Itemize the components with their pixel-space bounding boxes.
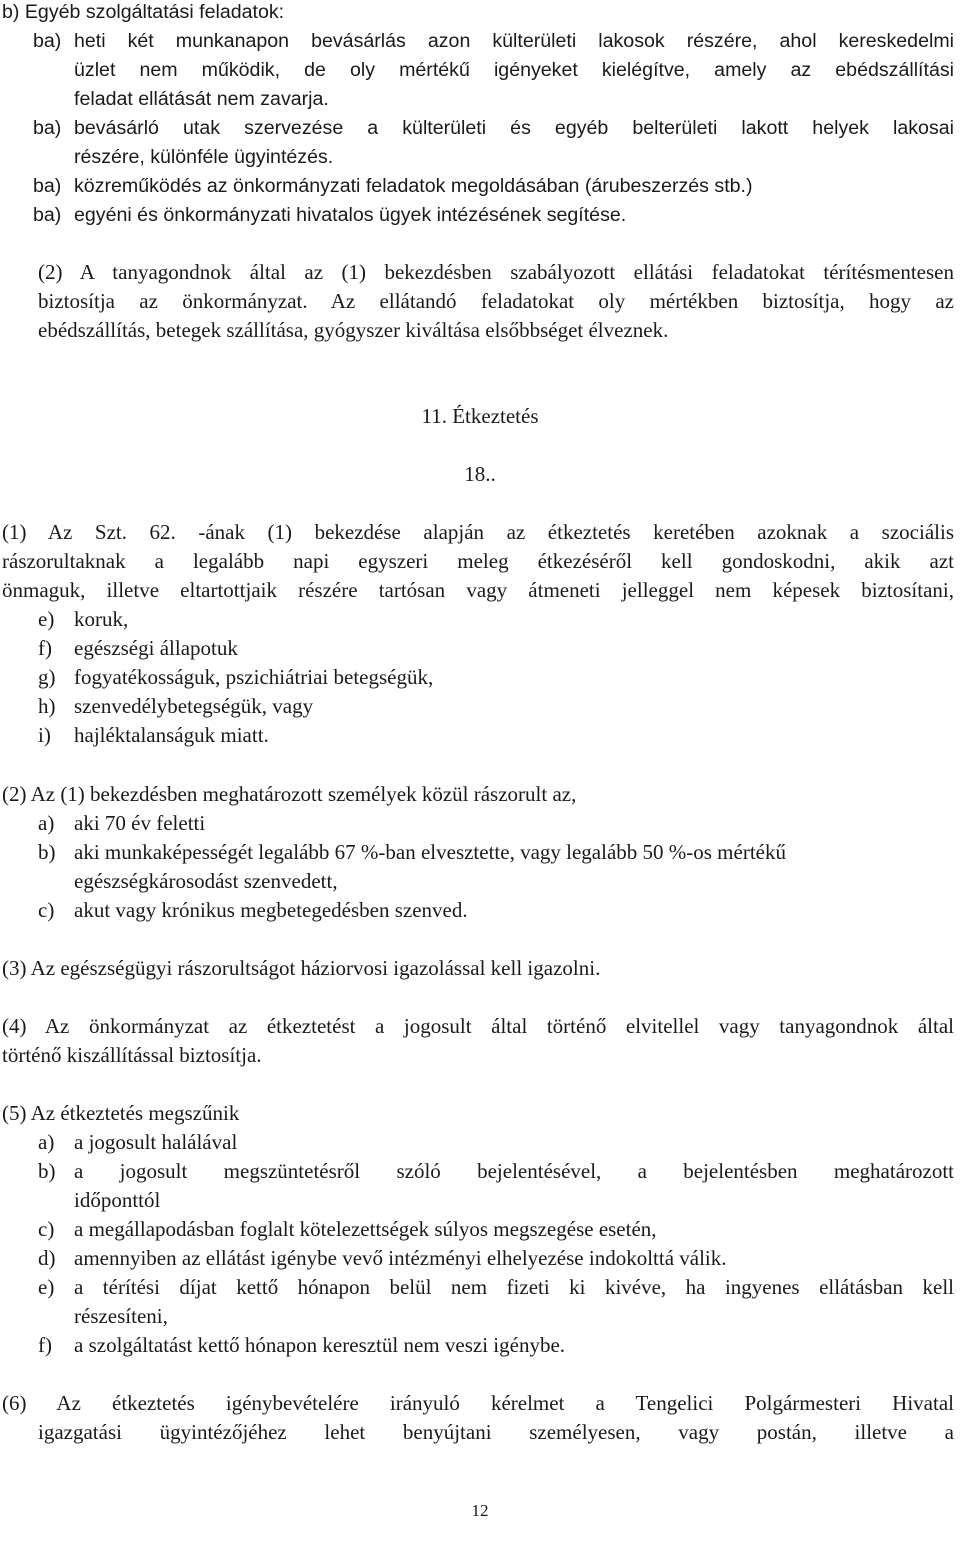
block-b-heading: b) Egyéb szolgáltatási feladatok: [2,1,285,23]
item-text: akut vagy krónikus megbetegedésben szenved. [74,898,468,922]
paragraph-line: ebédszállítás, betegek szállítása, gyógyszer kiváltása elsőbbséget élveznek. [38,318,669,342]
item-text: fogyatékosságuk, pszichiátriai betegségük, [74,665,434,689]
item-label: b) [38,840,56,864]
item-text: amennyiben az ellátást igénybe vevő intézményi elhelyezése indokolttá válik. [74,1246,727,1270]
item-label: b) [38,1159,56,1183]
item-label: ba) [33,175,62,197]
item-label: a) [38,811,55,835]
item-text: a térítési díjat kettő hónapon belül nem fizeti ki kivéve, ha ingyenes ellátásban kell [74,1275,954,1299]
paragraph-line: történő kiszállítással biztosítja. [2,1043,262,1067]
item-label: f) [38,1333,52,1357]
item-text: egészségkárosodást szenvedett, [74,869,338,893]
paragraph-3: (3) Az egészségügyi rászorultságot háziorvosi igazolással kell igazolni. [2,956,601,980]
paragraph-intro: (5) Az étkeztetés megszűnik [2,1101,240,1125]
item-text: részesíteni, [74,1304,168,1328]
item-label: d) [38,1246,56,1270]
paragraph-line: (2) A tanyagondnok által az (1) bekezdésben szabályozott ellátási feladatokat térítésmentesen [38,260,954,284]
section-title: 11. Étkeztetés [421,404,539,428]
item-label: h) [38,694,56,718]
item-line: egyéni és önkormányzati hivatalos ügyek intézésének segítése. [74,204,627,226]
paragraph-line: (6) Az étkeztetés igénybevételére irányuló kérelmet a Tengelici Polgármesteri Hivatal [2,1391,954,1415]
item-text: hajléktalanságuk miatt. [74,723,269,747]
item-text: egészségi állapotuk [74,636,238,660]
item-label: ba) [33,204,62,226]
item-line: részére, különféle ügyintézés. [74,146,334,168]
item-line: bevásárló utak szervezése a külterületi és egyéb belterületi lakott helyek lakosai [74,117,954,139]
item-text: a megállapodásban foglalt kötelezettségek súlyos megszegése esetén, [74,1217,657,1241]
item-label: a) [38,1130,55,1154]
item-label: ba) [33,117,62,139]
paragraph-mark: 18.. [464,462,496,486]
item-line: feladat ellátását nem zavarja. [74,88,329,110]
item-label: e) [38,1275,55,1299]
paragraph-line: (1) Az Szt. 62. -ának (1) bekezdése alapján az étkeztetés keretében azoknak a szociális [2,520,954,544]
item-label: ba) [33,30,62,52]
item-text: aki munkaképességét legalább 67 %-ban elvesztette, vagy legalább 50 %-os mértékű [74,840,786,864]
paragraph-line: rászorultaknak a legalább napi egyszeri meleg étkezéséről kell gondoskodni, akik azt [2,549,954,573]
page-number: 12 [471,1501,489,1520]
paragraph-line: biztosítja az önkormányzat. Az ellátandó feladatokat oly mértékben biztosítja, hogy az [38,289,954,313]
item-label: c) [38,898,55,922]
item-label: f) [38,636,52,660]
item-text: időponttól [74,1188,161,1212]
item-text: a szolgáltatást kettő hónapon keresztül nem veszi igénybe. [74,1333,566,1357]
item-text: a jogosult megszüntetésről szóló bejelentésével, a bejelentésben meghatározott [74,1159,954,1183]
item-text: aki 70 év feletti [74,811,206,835]
paragraph-line: igazgatási ügyintézőjéhez lehet benyújtani személyesen, vagy postán, illetve a [38,1420,954,1444]
item-text: szenvedélybetegségük, vagy [74,694,314,718]
item-text: a jogosult halálával [74,1130,238,1154]
item-line: közreműködés az önkormányzati feladatok megoldásában (árubeszerzés stb.) [74,175,753,197]
paragraph-line: önmaguk, illetve eltartottjaik részére tartósan vagy átmeneti jelleggel nem képesek biztosítani, [2,578,954,602]
item-label: g) [38,665,56,689]
paragraph-intro: (2) Az (1) bekezdésben meghatározott személyek közül rászorult az, [2,782,577,806]
item-text: koruk, [74,607,129,631]
item-label: e) [38,607,55,631]
paragraph-line: (4) Az önkormányzat az étkeztetést a jogosult által történő elvitellel vagy tanyagondnok által [2,1014,954,1038]
item-line: heti két munkanapon bevásárlás azon külterületi lakosok részére, ahol kereskedelmi [74,30,954,52]
item-label: c) [38,1217,55,1241]
item-line: üzlet nem működik, de oly mértékű igényeket kielégítve, amely az ebédszállítási [74,59,954,81]
item-label: i) [38,723,51,747]
